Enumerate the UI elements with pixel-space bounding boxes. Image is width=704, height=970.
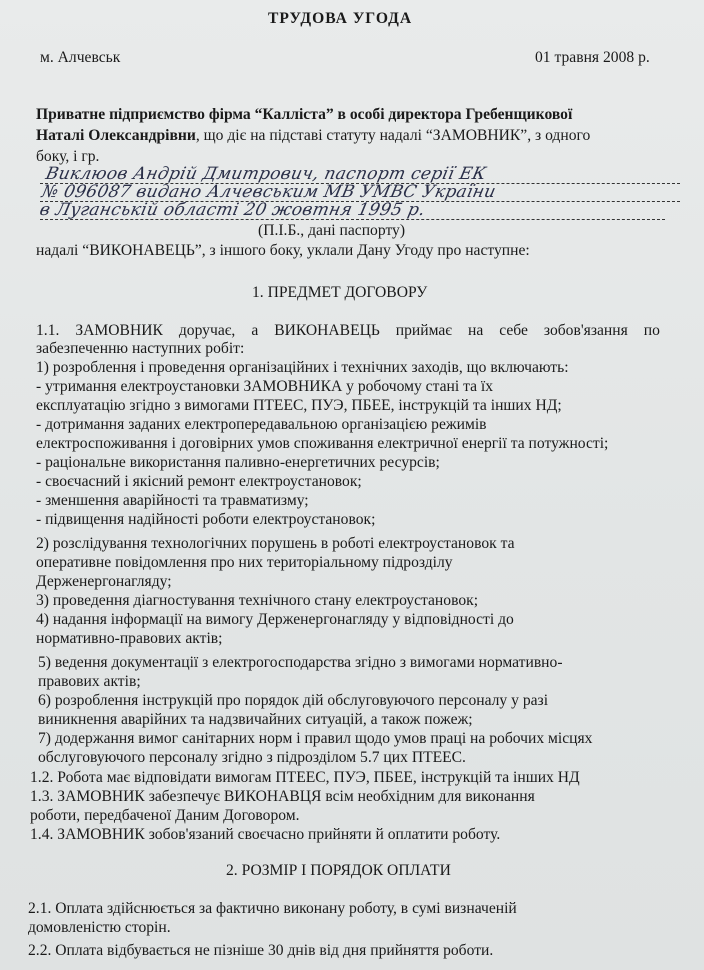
executor-line: надалі “ВИКОНАВЕЦЬ”, з іншого боку, уклали Дану Угоду про наступне: [36,242,530,259]
s1-line: Держенергонагляду; [36,573,172,590]
s2-line: 2.1. Оплата здійснюється за фактично виконану роботу, в сумі визначеній [28,900,517,917]
handwritten-line-1: Виклюов Андрій Дмитрович, паспорт серії ЕК [43,164,489,184]
s1-line: - своєчасний і якісний ремонт електроустановок; [36,473,362,490]
intro-line-2-rest: , що діє на підставі статуту надалі “ЗАМОВНИК”, з одного [195,127,591,144]
s1-line: оперативне повідомлення про них територіальному підрозділу [36,554,453,571]
s2-line: домовленістю сторін. [28,919,171,936]
word: по [643,322,660,339]
word: себе [499,322,528,339]
s1-line: 3) проведення діагностування технічного стану електроустановок; [36,592,479,609]
word: а [251,322,259,339]
intro-line-2 [36,127,590,145]
s1-line: роботи, передбаченої Даним Договором. [30,807,300,824]
s1-line: - підвищення надійності роботи електроустановок; [36,511,376,528]
s1-line: забезпеченню наступних робіт: [36,340,245,357]
intro-line-1: Приватне підприємство фірма “Каллiста” в особі директора Гребенщикової [36,106,573,123]
word: на [467,322,484,339]
document-city: м. Алчевськ [40,49,121,66]
s2-line: 2.2. Оплата відбувається не пізніше 30 днів від дня прийняття роботи. [28,942,494,959]
document-date: 01 травня 2008 р. [535,49,650,66]
s1-line: 7) додержання вимог санітарних норм і правил щодо умов праці на робочих місцях [38,730,593,747]
handwritten-line-2: № 096087 видано Алчевським МВ УМВС України [39,182,498,202]
word: приймає [395,322,452,339]
s1-line: 2) розслідування технологічних порушень в роботі електроустановок та [36,535,515,552]
intro-line-3: боку, і гр. [36,148,100,165]
s1-line [36,322,660,340]
s1-line: експлуатацію згідно з вимогами ПТЕЕС, ПУЭ, ПБЕЕ, інструкцій та інших НД; [36,397,562,414]
document-title: ТРУДОВА УГОДА [268,10,413,27]
s1-line: - зменшення аварійності та травматизму; [36,492,309,509]
s1-line: 1.4. ЗАМОВНИК зобов'язаний своєчасно прийняти й оплатити роботу. [30,826,501,843]
s1-line: обслуговуючого персоналу згідно з підрозділом 5.7 цих ПТЕЕС. [38,749,466,766]
word: зобов'язання [543,322,628,339]
s1-line: електроспоживання і договірних умов споживання електричної енергії та потужності; [36,435,609,452]
s1-line: нормативно-правових актів; [36,630,223,647]
s1-line: правових актів; [38,673,141,690]
fio-caption: (П.І.Б., дані паспорту) [258,222,406,239]
handwritten-underline-3 [40,219,665,220]
s1-line: - раціональне використання паливно-енергетичних ресурсів; [36,454,440,471]
s1-line: виникнення аварійних та надзвичайних ситуацій, а також пожеж; [38,711,473,728]
word: ВИКОНАВЕЦЬ [274,322,380,339]
word: доручає, [178,322,236,339]
s1-line: 6) розроблення інструкцій про порядок дій обслуговуючого персоналу у разі [38,692,549,709]
s1-line: 1.3. ЗАМОВНИК забезпечує ВИКОНАВЦЯ всім необхідним для виконання [30,788,535,805]
s1-line: 5) ведення документації з електрогосподарства згідно з вимогами нормативно- [38,654,563,671]
s1-line: 1.2. Робота має відповідати вимогам ПТЕЕС, ПУЭ, ПБЕЕ, інструкцій та інших НД [30,769,580,786]
word: 1.1. [36,322,60,339]
s1-line: 4) надання інформації на вимогу Держенергонагляду у відповідності до [36,611,514,628]
s1-line: - утримання електроустановки ЗАМОВНИКА у робочому стані та їх [36,378,494,395]
director-name: Наталі Олександрівни [36,127,196,144]
s1-line: - дотримання заданих електропередавальною організацією режимів [36,416,487,433]
section1-heading: 1. ПРЕДМЕТ ДОГОВОРУ [252,284,428,301]
section2-heading: 2. РОЗМІР І ПОРЯДОК ОПЛАТИ [226,862,451,879]
s1-line: 1) розроблення і проведення організаційних і технічних заходів, що включають: [36,359,569,376]
handwritten-line-3: в Луганській області 20 жовтня 1995 р. [37,200,428,220]
word: ЗАМОВНИК [75,322,163,339]
